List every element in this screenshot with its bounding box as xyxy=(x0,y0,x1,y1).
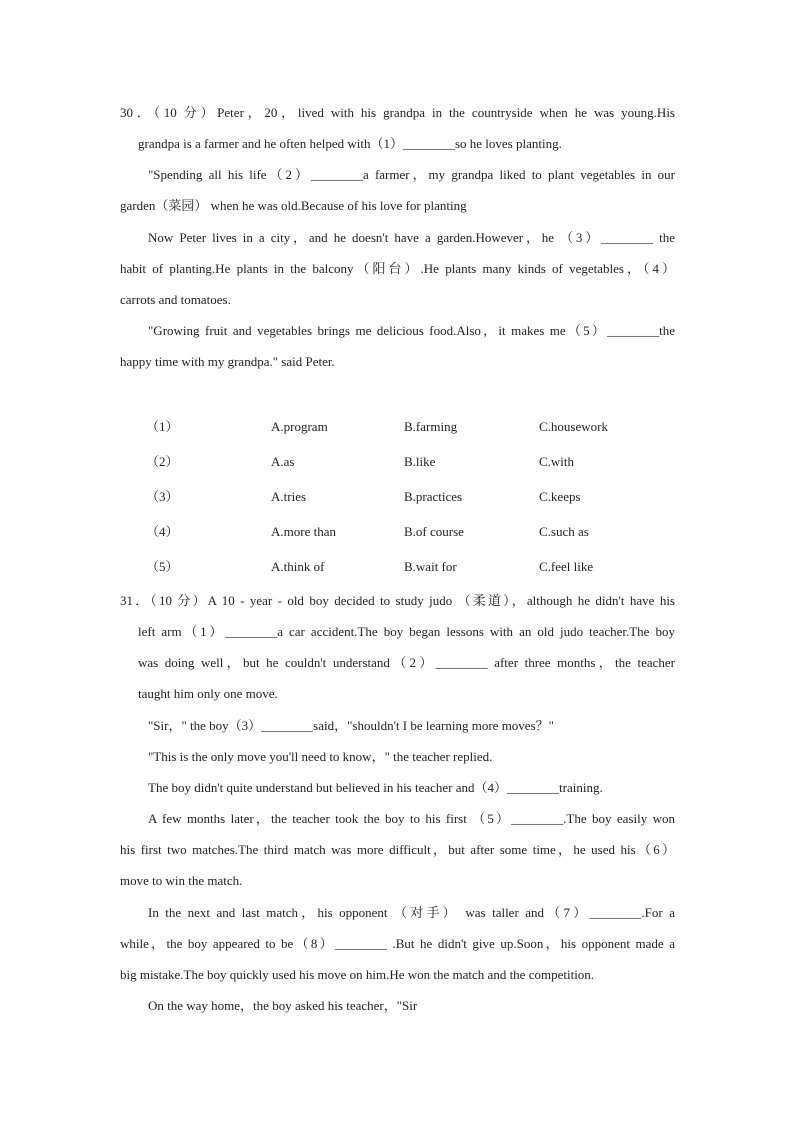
option-row xyxy=(146,559,666,575)
q31-line-5: "Sir，" the boy（3）________said，"shouldn't I be learning more moves？" xyxy=(148,718,554,733)
option-b[interactable]: B.practices xyxy=(404,489,463,504)
option-number: （5） xyxy=(146,559,179,574)
option-c[interactable]: C.with xyxy=(539,454,575,469)
option-b[interactable]: B.like xyxy=(404,454,436,469)
q30-line-3: "Spending all his life（2）________a farmer，my grandpa liked to plant vegetables in our xyxy=(148,167,675,182)
q31-line-13: big mistake.The boy quickly used his move on him.He won the match and the competition. xyxy=(120,967,595,982)
option-a[interactable]: A.program xyxy=(271,419,328,434)
q31-line-6: "This is the only move you'll need to know，" the teacher replied. xyxy=(148,749,493,764)
q30-line-2: grandpa is a farmer and he often helped with（1）________so he loves planting. xyxy=(138,136,562,151)
option-c[interactable]: C.such as xyxy=(539,524,589,539)
option-a[interactable]: A.more than xyxy=(271,524,336,539)
q30-line-9: happy time with my grandpa." said Peter. xyxy=(120,354,335,369)
q31-line-11: In the next and last match，his opponent （对手） was taller and（7）________.For a xyxy=(148,905,675,920)
option-row xyxy=(146,454,666,470)
q31-line-2: left arm（1）________a car accident.The boy began lessons with an old judo teacher.The boy xyxy=(138,624,675,639)
option-row xyxy=(146,524,666,540)
option-c[interactable]: C.feel like xyxy=(539,559,594,574)
q31-line-9: his first two matches.The third match was more difficult，but after some time，he used his（6） xyxy=(120,842,675,857)
q31-line-4: taught him only one move. xyxy=(138,686,278,701)
option-number: （1） xyxy=(146,419,179,434)
option-row xyxy=(146,419,666,435)
option-a[interactable]: A.think of xyxy=(271,559,325,574)
option-a[interactable]: A.as xyxy=(271,454,295,469)
option-c[interactable]: C.housework xyxy=(539,419,608,434)
option-number: （2） xyxy=(146,454,179,469)
q31-line-14: On the way home，the boy asked his teacher，"Sir xyxy=(148,998,418,1013)
option-number: （3） xyxy=(146,489,179,504)
q31-line-1: 31．（10 分）A 10 - year - old boy decided to study judo （柔道），although he didn't have his xyxy=(120,593,675,608)
q30-line-8: "Growing fruit and vegetables brings me delicious food.Also，it makes me（5）________the xyxy=(148,323,675,338)
q31-line-10: move to win the match. xyxy=(120,873,243,888)
option-b[interactable]: B.wait for xyxy=(404,559,457,574)
q30-line-4: garden（菜园） when he was old.Because of his love for planting xyxy=(120,198,467,213)
q30-line-6: habit of planting.He plants in the balcony（阳台）.He plants many kinds of vegetables，（4） xyxy=(120,261,675,276)
option-number: （4） xyxy=(146,524,179,539)
q31-line-7: The boy didn't quite understand but believed in his teacher and（4）________training. xyxy=(148,780,603,795)
q31-line-12: while，the boy appeared to be（8）________ .But he didn't give up.Soon，his opponent made a xyxy=(120,936,675,951)
q30-line-1: 30．（10 分）Peter，20，lived with his grandpa in the countryside when he was young.His xyxy=(120,105,675,120)
q31-line-8: A few months later，the teacher took the boy to his first （5）________.The boy easily won xyxy=(148,811,675,826)
option-row xyxy=(146,489,666,505)
option-a[interactable]: A.tries xyxy=(271,489,307,504)
q31-line-3: was doing well，but he couldn't understand（2）________ after three months，the teacher xyxy=(138,655,675,670)
option-b[interactable]: B.farming xyxy=(404,419,458,434)
q30-line-5: Now Peter lives in a city，and he doesn't have a garden.However，he （3）________ the xyxy=(148,230,675,245)
q30-line-7: carrots and tomatoes. xyxy=(120,292,231,307)
option-c[interactable]: C.keeps xyxy=(539,489,581,504)
option-b[interactable]: B.of course xyxy=(404,524,464,539)
